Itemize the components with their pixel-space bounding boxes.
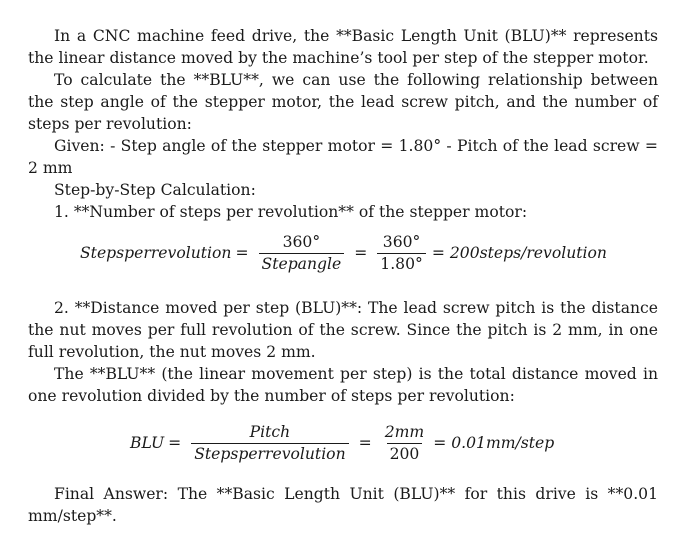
intro-paragraph: In a CNC machine feed drive, the **Basic Length Unit (BLU)** represents the linear distance moved by the machine’s tool per step of the stepper motor. [28, 27, 658, 67]
equation1-lhs: Stepsperrevolution [80, 244, 232, 262]
equation2-frac1-numerator: Pitch [249, 423, 291, 441]
equation2-equals: = [168, 434, 182, 452]
blu-equation [130, 422, 554, 464]
step2-paragraph: 2. **Distance moved per step (BLU)**: The lead screw pitch is the distance the nut moves per full revolution of the screw. Since the pitch is 2 mm, in one full revolution, the nut moves 2 mm. [28, 299, 658, 361]
equation2-result: = 0.01mm/step [433, 434, 555, 452]
step1-paragraph: 1. **Number of steps per revolution** of the stepper motor: [54, 203, 528, 221]
blu-definition-paragraph: The **BLU** (the linear movement per step) is the total distance moved in one revolution divided by the number of steps per revolution: [28, 365, 658, 405]
final-answer-paragraph: Final Answer: The **Basic Length Unit (BLU)** for this drive is **0.01 mm/step**. [28, 485, 658, 525]
equation1-fraction-2 [377, 232, 426, 274]
given-paragraph: Given: - Step angle of the stepper motor = 1.80° - Pitch of the lead screw = 2 mm [28, 137, 658, 177]
relationship-paragraph: To calculate the **BLU**, we can use the following relationship between the step angle of the stepper motor, the lead screw pitch, and the number of steps per revolution: [28, 71, 658, 133]
equation1-frac1-denominator: Stepangle [259, 253, 345, 274]
equation2-fraction-1 [191, 422, 348, 464]
equation1-frac1-numerator: 360° [282, 233, 321, 251]
equation1-fraction-1 [259, 232, 345, 274]
equation2-fraction-2 [382, 422, 428, 464]
step-heading: Step-by-Step Calculation: [54, 181, 256, 199]
equation2-frac2-numerator: 2mm [384, 423, 425, 441]
equation1-frac2-denominator: 1.80° [377, 253, 426, 274]
equation1-equals-2: = [354, 244, 368, 262]
equation1-equals: = [235, 244, 249, 262]
equation2-frac1-denominator: Stepsperrevolution [191, 443, 348, 464]
equation2-lhs: BLU [130, 434, 165, 452]
equation1-result: = 200steps/revolution [431, 244, 607, 262]
steps-per-revolution-equation [80, 232, 607, 274]
equation1-frac2-numerator: 360° [382, 233, 421, 251]
equation2-equals-2: = [358, 434, 372, 452]
equation2-frac2-denominator: 200 [387, 443, 423, 464]
